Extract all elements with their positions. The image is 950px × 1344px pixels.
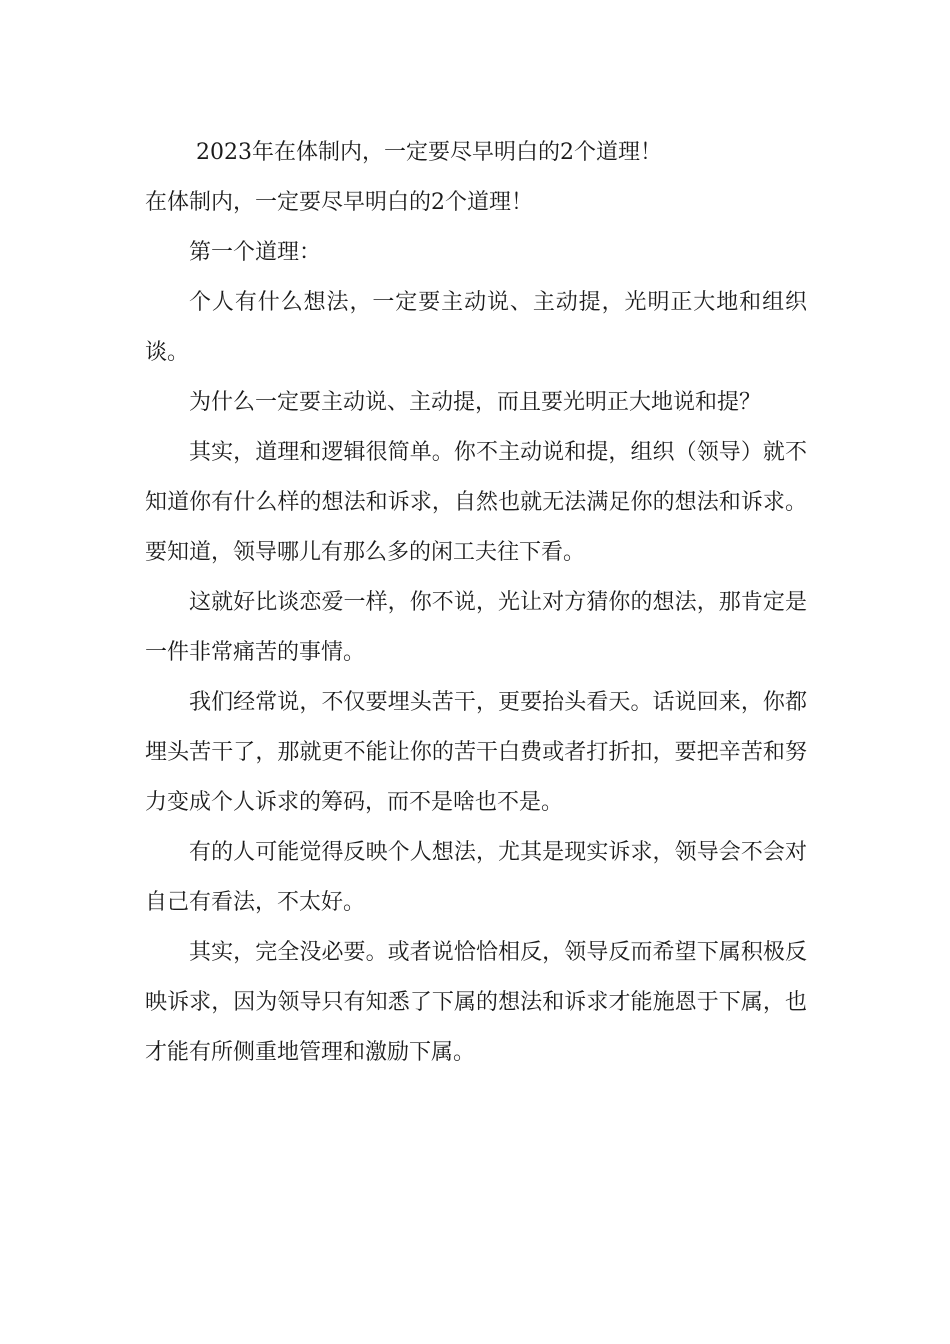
paragraph: 为什么一定要主动说、主动提，而且要光明正大地说和提？ (189, 390, 762, 415)
document-subtitle: 在体制内，一定要尽早明白的2个道理！ (145, 190, 533, 215)
paragraph: 其实，完全没必要。或者说恰恰相反，领导反而希望下属积极反映诉求，因为领导只有知悉了下属的想法和诉求才能施恩于下属，也才能有所侧重地管理和激励下属。 (145, 940, 807, 1065)
paragraph-first-principle-heading: 第一个道理： (189, 240, 322, 265)
document-body (145, 128, 807, 1078)
document-title: 2023年在体制内，一定要尽早明白的2个道理！ (196, 140, 662, 165)
paragraph: 我们经常说，不仅要埋头苦干，更要抬头看天。话说回来，你都埋头苦干了，那就更不能让你的苦干白费或者打折扣，要把辛苦和努力变成个人诉求的筹码，而不是啥也不是。 (145, 690, 807, 815)
paragraph: 有的人可能觉得反映个人想法，尤其是现实诉求，领导会不会对自己有看法，不太好。 (145, 840, 807, 915)
paragraph: 个人有什么想法，一定要主动说、主动提，光明正大地和组织谈。 (145, 290, 807, 365)
paragraph: 其实，道理和逻辑很简单。你不主动说和提，组织（领导）就不知道你有什么样的想法和诉求，自然也就无法满足你的想法和诉求。要知道，领导哪儿有那么多的闲工夫往下看。 (145, 440, 807, 565)
paragraph: 这就好比谈恋爱一样，你不说，光让对方猜你的想法，那肯定是一件非常痛苦的事情。 (145, 590, 807, 665)
